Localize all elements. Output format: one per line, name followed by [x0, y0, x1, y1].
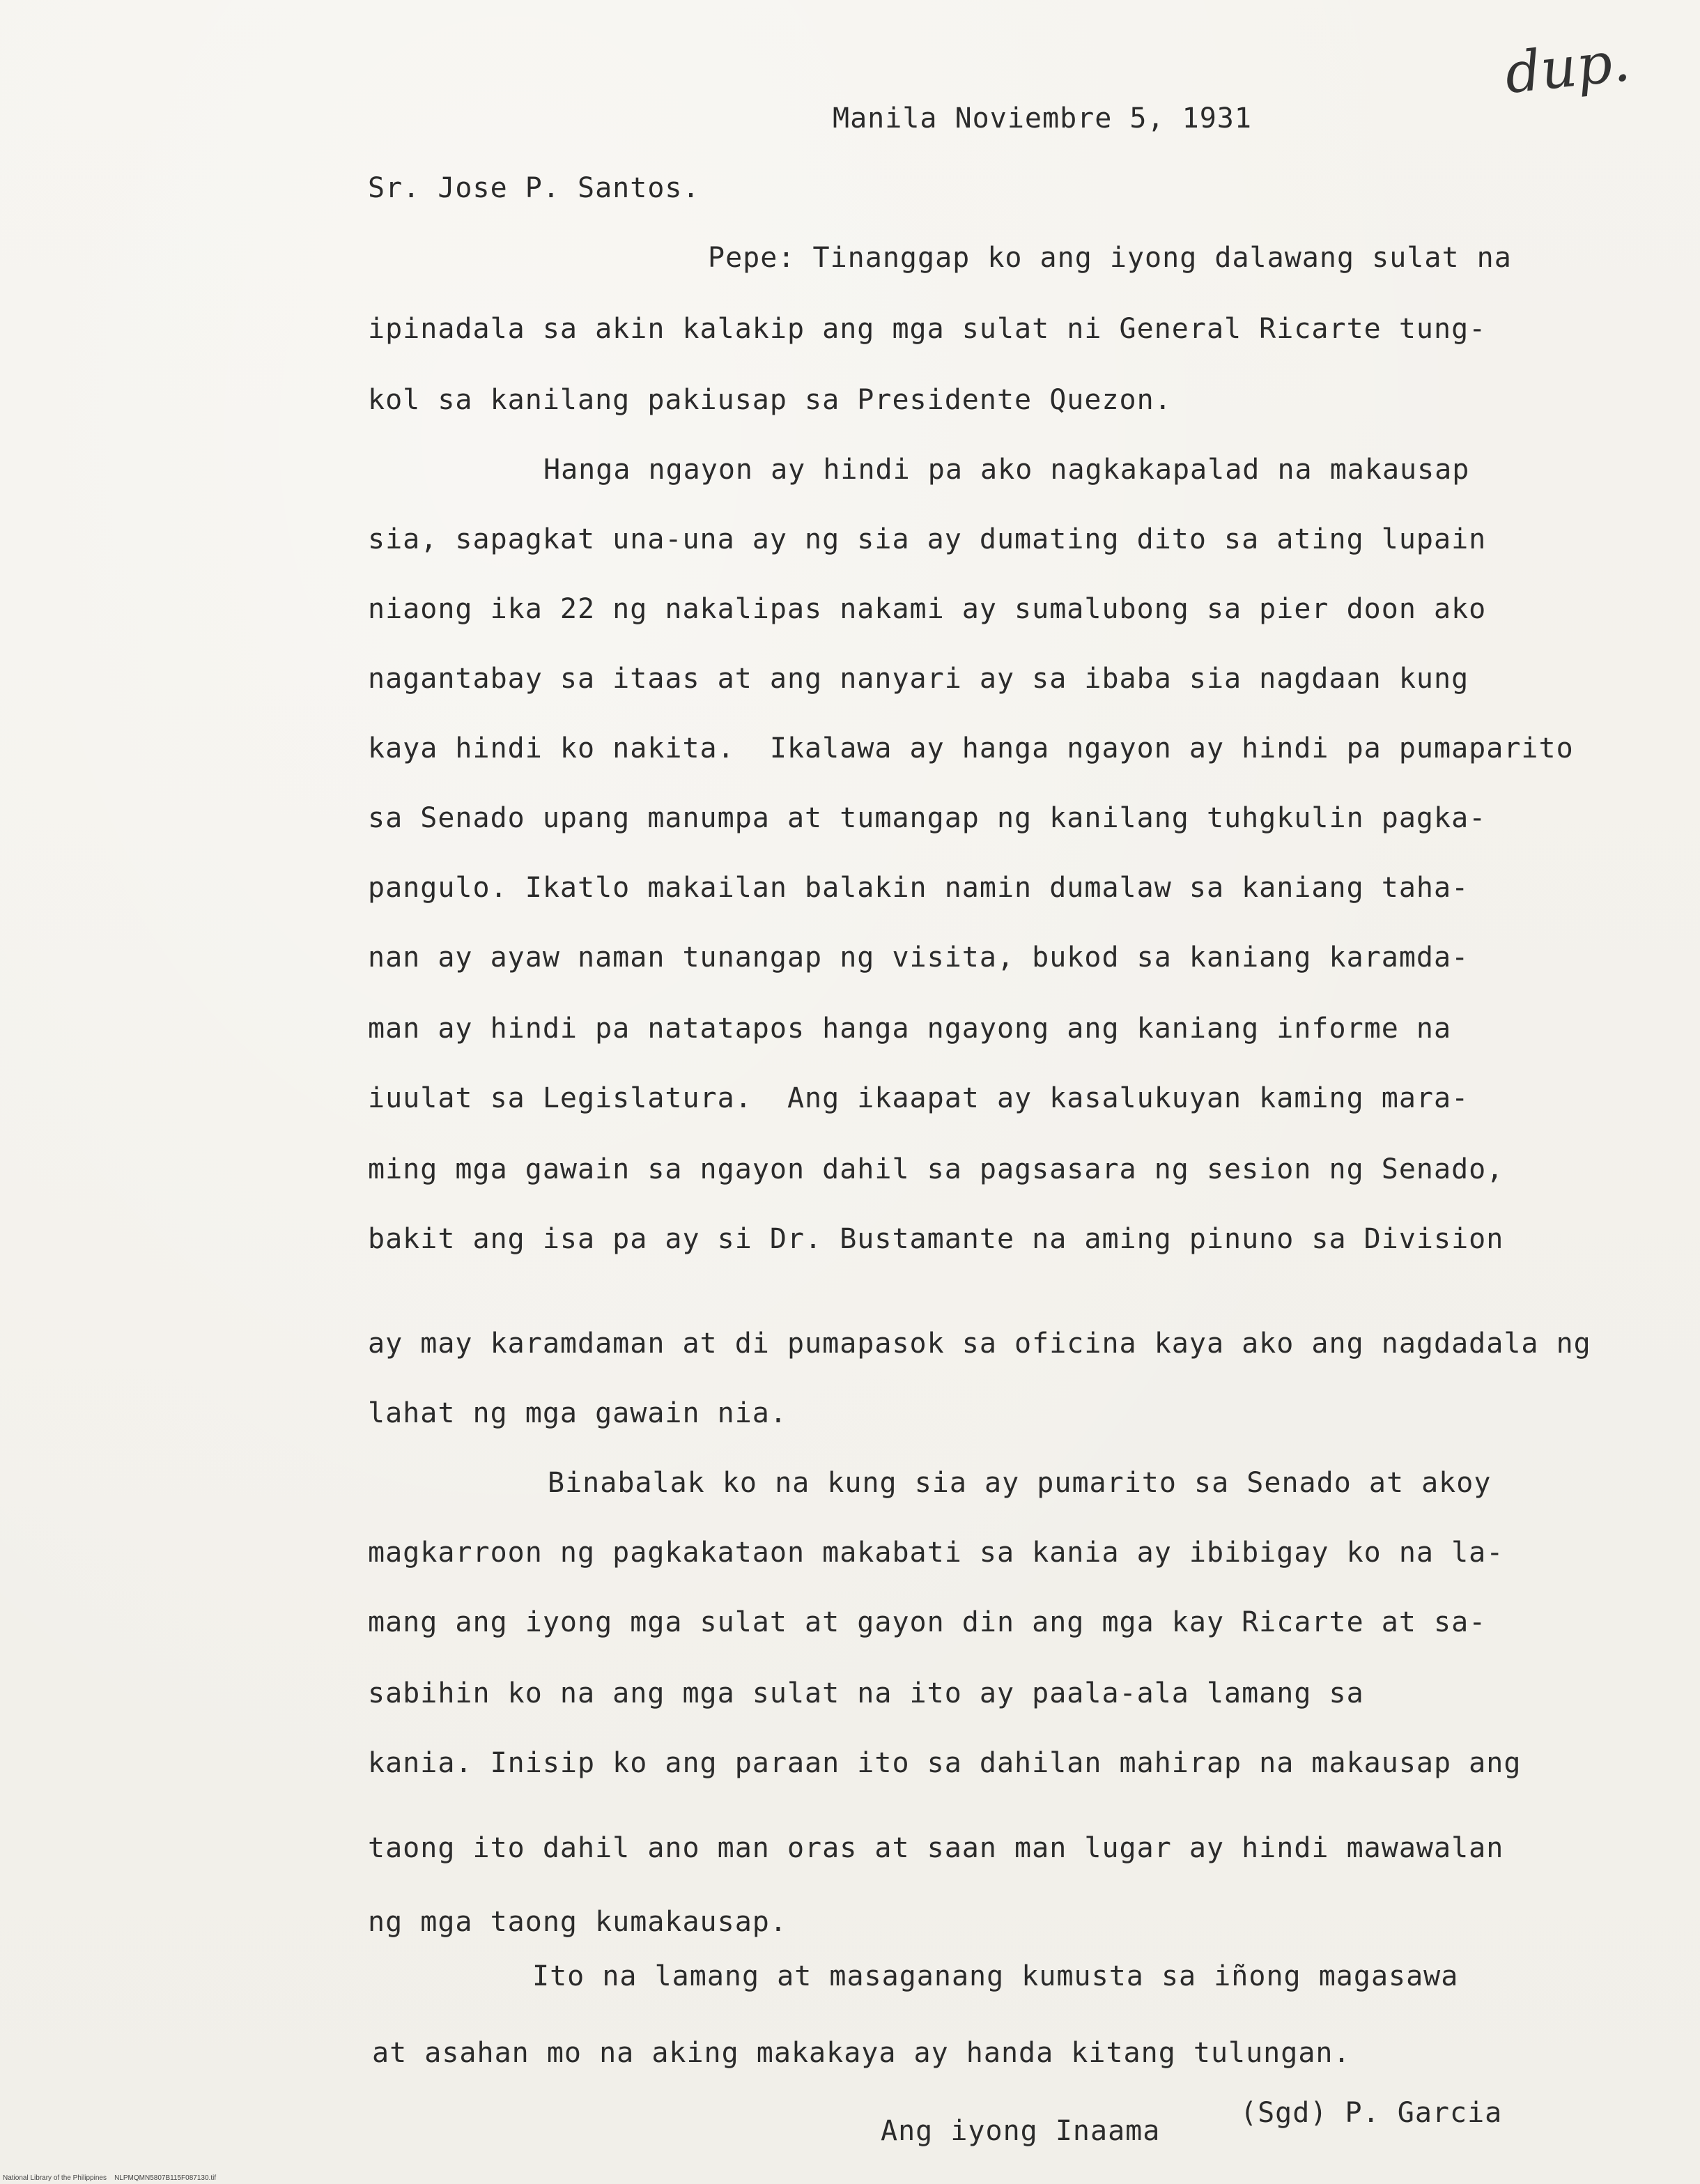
body-line: kania. Inisip ko ang paraan ito sa dahilan mahirap na makausap ang — [368, 1747, 1522, 1779]
body-line: sabihin ko na ang mga sulat na ito ay paala-ala lamang sa — [368, 1677, 1364, 1709]
body-line: iuulat sa Legislatura. Ang ikaapat ay kasalukuyan kaming mara- — [368, 1082, 1469, 1114]
body-line: kaya hindi ko nakita. Ikalawa ay hanga ngayon ay hindi pa pumaparito — [368, 732, 1574, 764]
body-line: ng mga taong kumakausap. — [368, 1906, 787, 1938]
body-line: sia, sapagkat una-una ay ng sia ay dumating dito sa ating lupain — [368, 523, 1487, 555]
body-line: pangulo. Ikatlo makailan balakin namin dumalaw sa kaniang taha- — [368, 872, 1469, 904]
body-line: magkarroon ng pagkakataon makabati sa kania ay ibibigay ko na la- — [368, 1537, 1504, 1569]
body-line: Hanga ngayon ay hindi pa ako nagkakapalad na makausap — [543, 454, 1470, 486]
body-line: taong ito dahil ano man oras at saan man lugar ay hindi mawawalan — [368, 1832, 1504, 1864]
body-line: man ay hindi pa natatapos hanga ngayong ang kaniang informe na — [368, 1013, 1452, 1045]
letter-date: Manila Noviembre 5, 1931 — [833, 102, 1252, 134]
body-line: mang ang iyong mga sulat at gayon din ang mga kay Ricarte at sa- — [368, 1606, 1487, 1638]
body-line: niaong ika 22 ng nakalipas nakami ay sumalubong sa pier doon ako — [368, 593, 1487, 625]
letter-closing: Ang iyong Inaama — [881, 2115, 1161, 2147]
body-line: kol sa kanilang pakiusap sa Presidente Quezon. — [368, 384, 1172, 416]
body-line: nan ay ayaw naman tunangap ng visita, bukod sa kaniang karamda- — [368, 941, 1469, 974]
body-line: bakit ang isa pa ay si Dr. Bustamante na aming pinuno sa Division — [368, 1223, 1504, 1255]
body-line: sa Senado upang manumpa at tumangap ng kanilang tuhgkulin pagka- — [368, 802, 1487, 834]
body-line: Pepe: Tinanggap ko ang iyong dalawang sulat na — [708, 242, 1512, 274]
body-line: ming mga gawain sa ngayon dahil sa pagsasara ng sesion ng Senado, — [368, 1153, 1504, 1185]
body-line: ay may karamdaman at di pumapasok sa oficina kaya ako ang nagdadala ng — [368, 1328, 1591, 1360]
archive-footer: National Library of the Philippines NLPMQMN5807B115F087130.tif — [3, 2174, 217, 2182]
body-line: nagantabay sa itaas at ang nanyari ay sa ibaba sia nagdaan kung — [368, 663, 1469, 695]
letter-salutation: Sr. Jose P. Santos. — [368, 172, 700, 204]
body-line: Binabalak ko na kung sia ay pumarito sa Senado at akoy — [548, 1467, 1492, 1499]
letter-signature: (Sgd) P. Garcia — [1240, 2097, 1503, 2129]
handwritten-annotation: dup. — [1501, 28, 1633, 107]
body-line: at asahan mo na aking makakaya ay handa kitang tulungan. — [372, 2037, 1351, 2069]
body-line: lahat ng mga gawain nia. — [368, 1397, 787, 1429]
body-line: Ito na lamang at masaganang kumusta sa iñong magasawa — [532, 1960, 1459, 1992]
body-line: ipinadala sa akin kalakip ang mga sulat ni General Ricarte tung- — [368, 313, 1487, 345]
